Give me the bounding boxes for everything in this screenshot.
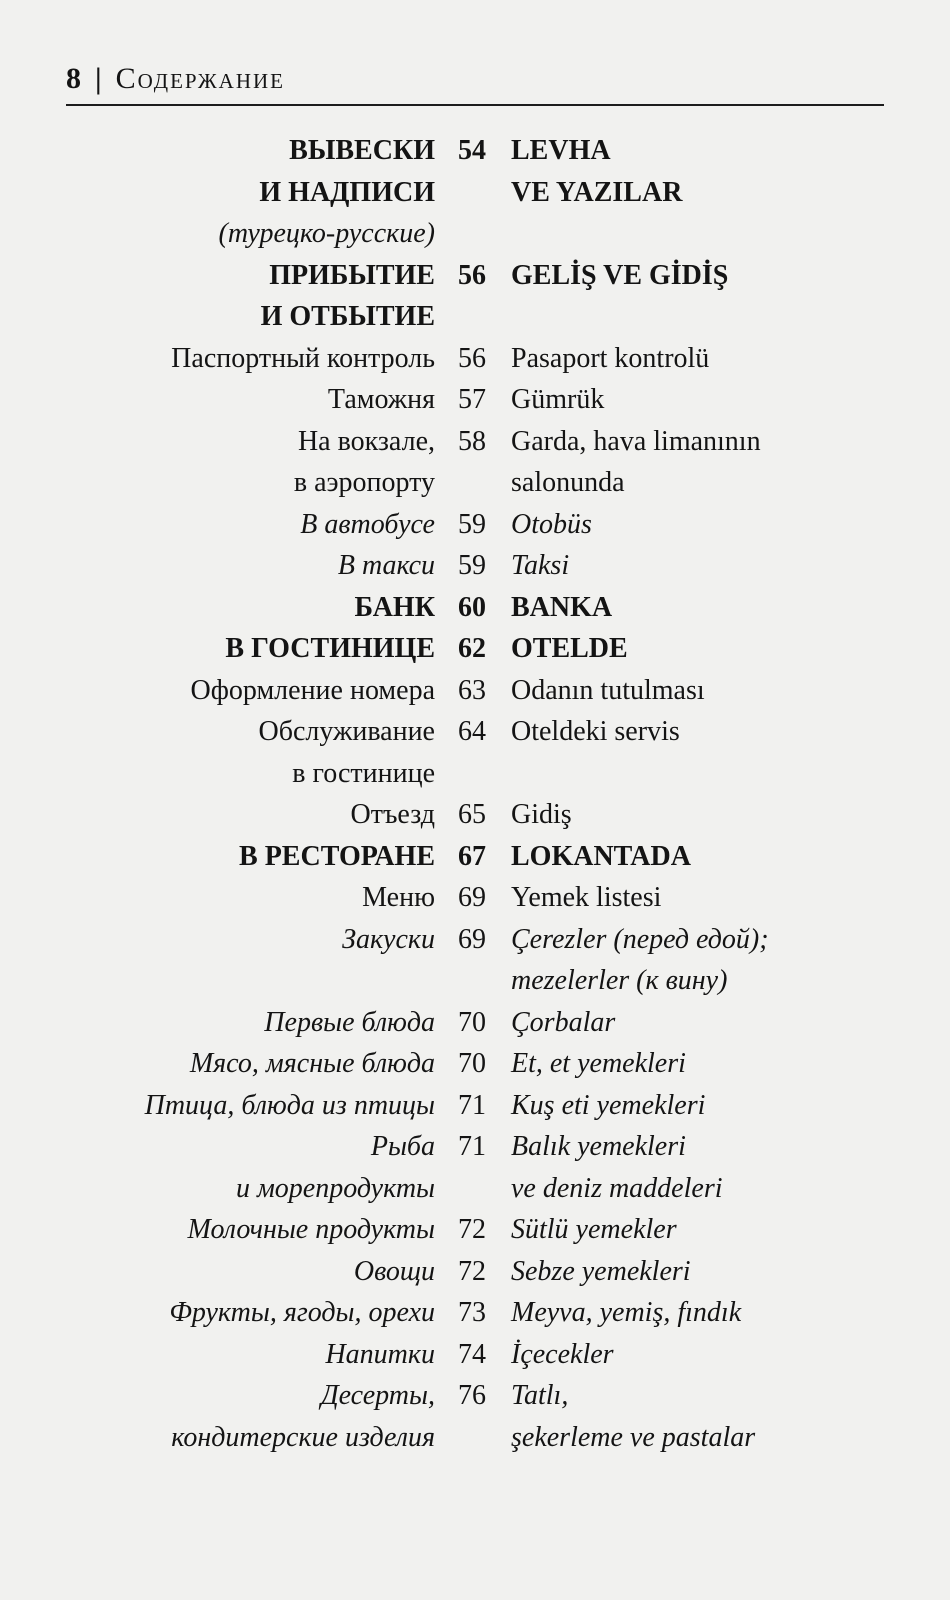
page-ref: 71 bbox=[458, 1131, 486, 1162]
russian-entry: И ОТБЫТИЕ bbox=[260, 301, 435, 332]
russian-entry: кондитерские изделия bbox=[171, 1421, 435, 1453]
turkish-entry: Odanın tutulması bbox=[511, 674, 705, 706]
page-ref: 71 bbox=[458, 1089, 486, 1121]
russian-entry: В РЕСТОРАНЕ bbox=[239, 840, 435, 872]
russian-entry: Обслуживание bbox=[258, 716, 435, 747]
russian-entry: Фрукты, ягоды, орехи bbox=[169, 1297, 435, 1328]
page-title: Содержание bbox=[115, 62, 285, 95]
toc-row bbox=[100, 1209, 860, 1251]
turkish-entry: Gidiş bbox=[511, 799, 572, 830]
russian-entry: (турецко-русские) bbox=[218, 218, 435, 249]
turkish-entry: Meyva, yemiş, fındık bbox=[511, 1297, 742, 1328]
toc-row bbox=[100, 379, 860, 421]
turkish-entry: Gümrük bbox=[511, 384, 605, 415]
toc-row bbox=[100, 1002, 860, 1044]
toc-row bbox=[100, 960, 860, 1002]
russian-entry: в гостинице bbox=[292, 757, 435, 789]
russian-entry: Таможня bbox=[327, 384, 435, 415]
page-ref: 58 bbox=[458, 425, 486, 457]
page-ref: 60 bbox=[458, 591, 486, 623]
russian-entry: в аэропорту bbox=[293, 467, 435, 498]
turkish-entry: GELİŞ VE GİDİŞ bbox=[511, 259, 729, 291]
turkish-entry: Garda, hava limanının bbox=[511, 425, 761, 457]
header-rule bbox=[66, 104, 884, 106]
russian-entry: Меню bbox=[362, 882, 435, 913]
toc-row bbox=[100, 919, 860, 961]
russian-entry: И НАДПИСИ bbox=[259, 176, 435, 208]
turkish-entry: Pasaport kontrolü bbox=[511, 342, 710, 374]
russian-entry: Отъезд bbox=[350, 799, 435, 830]
turkish-entry: Tatlı, bbox=[511, 1380, 569, 1411]
turkish-entry: Et, et yemekleri bbox=[511, 1048, 686, 1079]
turkish-entry: mezelerler (к вину) bbox=[511, 965, 728, 996]
russian-entry: Напитки bbox=[325, 1338, 435, 1370]
running-header bbox=[66, 56, 886, 102]
page-ref: 62 bbox=[458, 633, 486, 664]
page-ref: 74 bbox=[458, 1338, 486, 1370]
toc-row bbox=[100, 836, 860, 878]
turkish-entry: Sütlü yemekler bbox=[511, 1214, 677, 1245]
toc-row bbox=[100, 1251, 860, 1293]
russian-entry: В автобусе bbox=[300, 508, 435, 540]
russian-entry: Рыба bbox=[370, 1131, 435, 1162]
toc-row bbox=[100, 711, 860, 753]
toc-row bbox=[100, 462, 860, 504]
page-ref: 54 bbox=[458, 135, 486, 166]
turkish-entry: Yemek listesi bbox=[511, 882, 662, 913]
toc-row bbox=[100, 504, 860, 546]
turkish-entry: LEVHA bbox=[511, 135, 611, 166]
toc-row bbox=[100, 172, 860, 214]
turkish-entry: Kuş eti yemekleri bbox=[511, 1089, 706, 1121]
toc-row bbox=[100, 1085, 860, 1127]
toc-row bbox=[100, 794, 860, 836]
page-ref: 72 bbox=[458, 1214, 486, 1245]
page-ref: 69 bbox=[458, 923, 486, 955]
russian-entry: Оформление номера bbox=[190, 674, 435, 706]
page-ref: 64 bbox=[458, 716, 486, 747]
russian-entry: На вокзале, bbox=[297, 425, 435, 457]
page-ref: 69 bbox=[458, 882, 486, 913]
page-ref: 70 bbox=[458, 1048, 486, 1079]
russian-entry: Паспортный контроль bbox=[171, 342, 435, 374]
toc-row bbox=[100, 670, 860, 712]
toc-row bbox=[100, 1043, 860, 1085]
toc-row bbox=[100, 877, 860, 919]
page-ref: 67 bbox=[458, 840, 486, 872]
toc-row bbox=[100, 1334, 860, 1376]
toc-row bbox=[100, 628, 860, 670]
page-ref: 56 bbox=[458, 342, 486, 374]
russian-entry: Первые блюда bbox=[264, 1006, 435, 1038]
toc-row bbox=[100, 753, 860, 795]
page-ref: 56 bbox=[458, 259, 486, 291]
turkish-entry: BANKA bbox=[511, 591, 613, 623]
header-separator: | bbox=[95, 62, 102, 95]
turkish-entry: Sebze yemekleri bbox=[511, 1255, 691, 1287]
turkish-entry: LOKANTADA bbox=[511, 840, 691, 872]
toc-row bbox=[100, 296, 860, 338]
turkish-entry: OTELDE bbox=[511, 633, 628, 664]
toc-row bbox=[100, 338, 860, 380]
toc-row bbox=[100, 130, 860, 172]
russian-entry: Мясо, мясные блюда bbox=[189, 1048, 435, 1079]
page-ref: 73 bbox=[458, 1297, 486, 1328]
page-ref: 76 bbox=[458, 1380, 486, 1411]
toc-row bbox=[100, 545, 860, 587]
turkish-entry: şekerleme ve pastalar bbox=[511, 1421, 756, 1453]
table-of-contents bbox=[100, 130, 860, 1458]
turkish-entry: ve deniz maddeleri bbox=[511, 1172, 723, 1204]
toc-row bbox=[100, 1292, 860, 1334]
turkish-entry: Çerezler (перед едой); bbox=[511, 923, 769, 955]
russian-entry: В ГОСТИНИЦЕ bbox=[225, 633, 435, 664]
russian-entry: и морепродукты bbox=[235, 1172, 435, 1204]
turkish-entry: VE YAZILAR bbox=[511, 176, 683, 208]
turkish-entry: salonunda bbox=[511, 467, 625, 498]
turkish-entry: Otobüs bbox=[511, 508, 592, 540]
page-ref: 72 bbox=[458, 1255, 486, 1287]
turkish-entry: Çorbalar bbox=[511, 1006, 616, 1038]
turkish-entry: Balık yemekleri bbox=[511, 1131, 686, 1162]
toc-row bbox=[100, 1168, 860, 1210]
page-ref: 57 bbox=[458, 384, 486, 415]
page-ref: 59 bbox=[458, 508, 486, 540]
page-ref: 70 bbox=[458, 1006, 486, 1038]
turkish-entry: Oteldeki servis bbox=[511, 716, 680, 747]
page-ref: 63 bbox=[458, 674, 486, 706]
page-ref: 59 bbox=[458, 550, 486, 581]
page-number: 8 bbox=[66, 62, 81, 95]
russian-entry: Птица, блюда из птицы bbox=[144, 1089, 435, 1121]
toc-row bbox=[100, 421, 860, 463]
turkish-entry: İçecekler bbox=[511, 1338, 614, 1370]
russian-entry: В такси bbox=[337, 550, 435, 581]
russian-entry: БАНК bbox=[354, 591, 435, 623]
russian-entry: Молочные продукты bbox=[187, 1214, 435, 1245]
russian-entry: Овощи bbox=[353, 1255, 435, 1287]
toc-row bbox=[100, 1126, 860, 1168]
page-ref: 65 bbox=[458, 799, 486, 830]
toc-row bbox=[100, 255, 860, 297]
russian-entry: ПРИБЫТИЕ bbox=[269, 259, 435, 291]
toc-row bbox=[100, 1417, 860, 1459]
turkish-entry: Taksi bbox=[511, 550, 570, 581]
russian-entry: Закуски bbox=[342, 923, 435, 955]
toc-row bbox=[100, 1375, 860, 1417]
russian-entry: ВЫВЕСКИ bbox=[289, 135, 435, 166]
toc-row bbox=[100, 587, 860, 629]
toc-row bbox=[100, 213, 860, 255]
russian-entry: Десерты, bbox=[320, 1380, 435, 1411]
